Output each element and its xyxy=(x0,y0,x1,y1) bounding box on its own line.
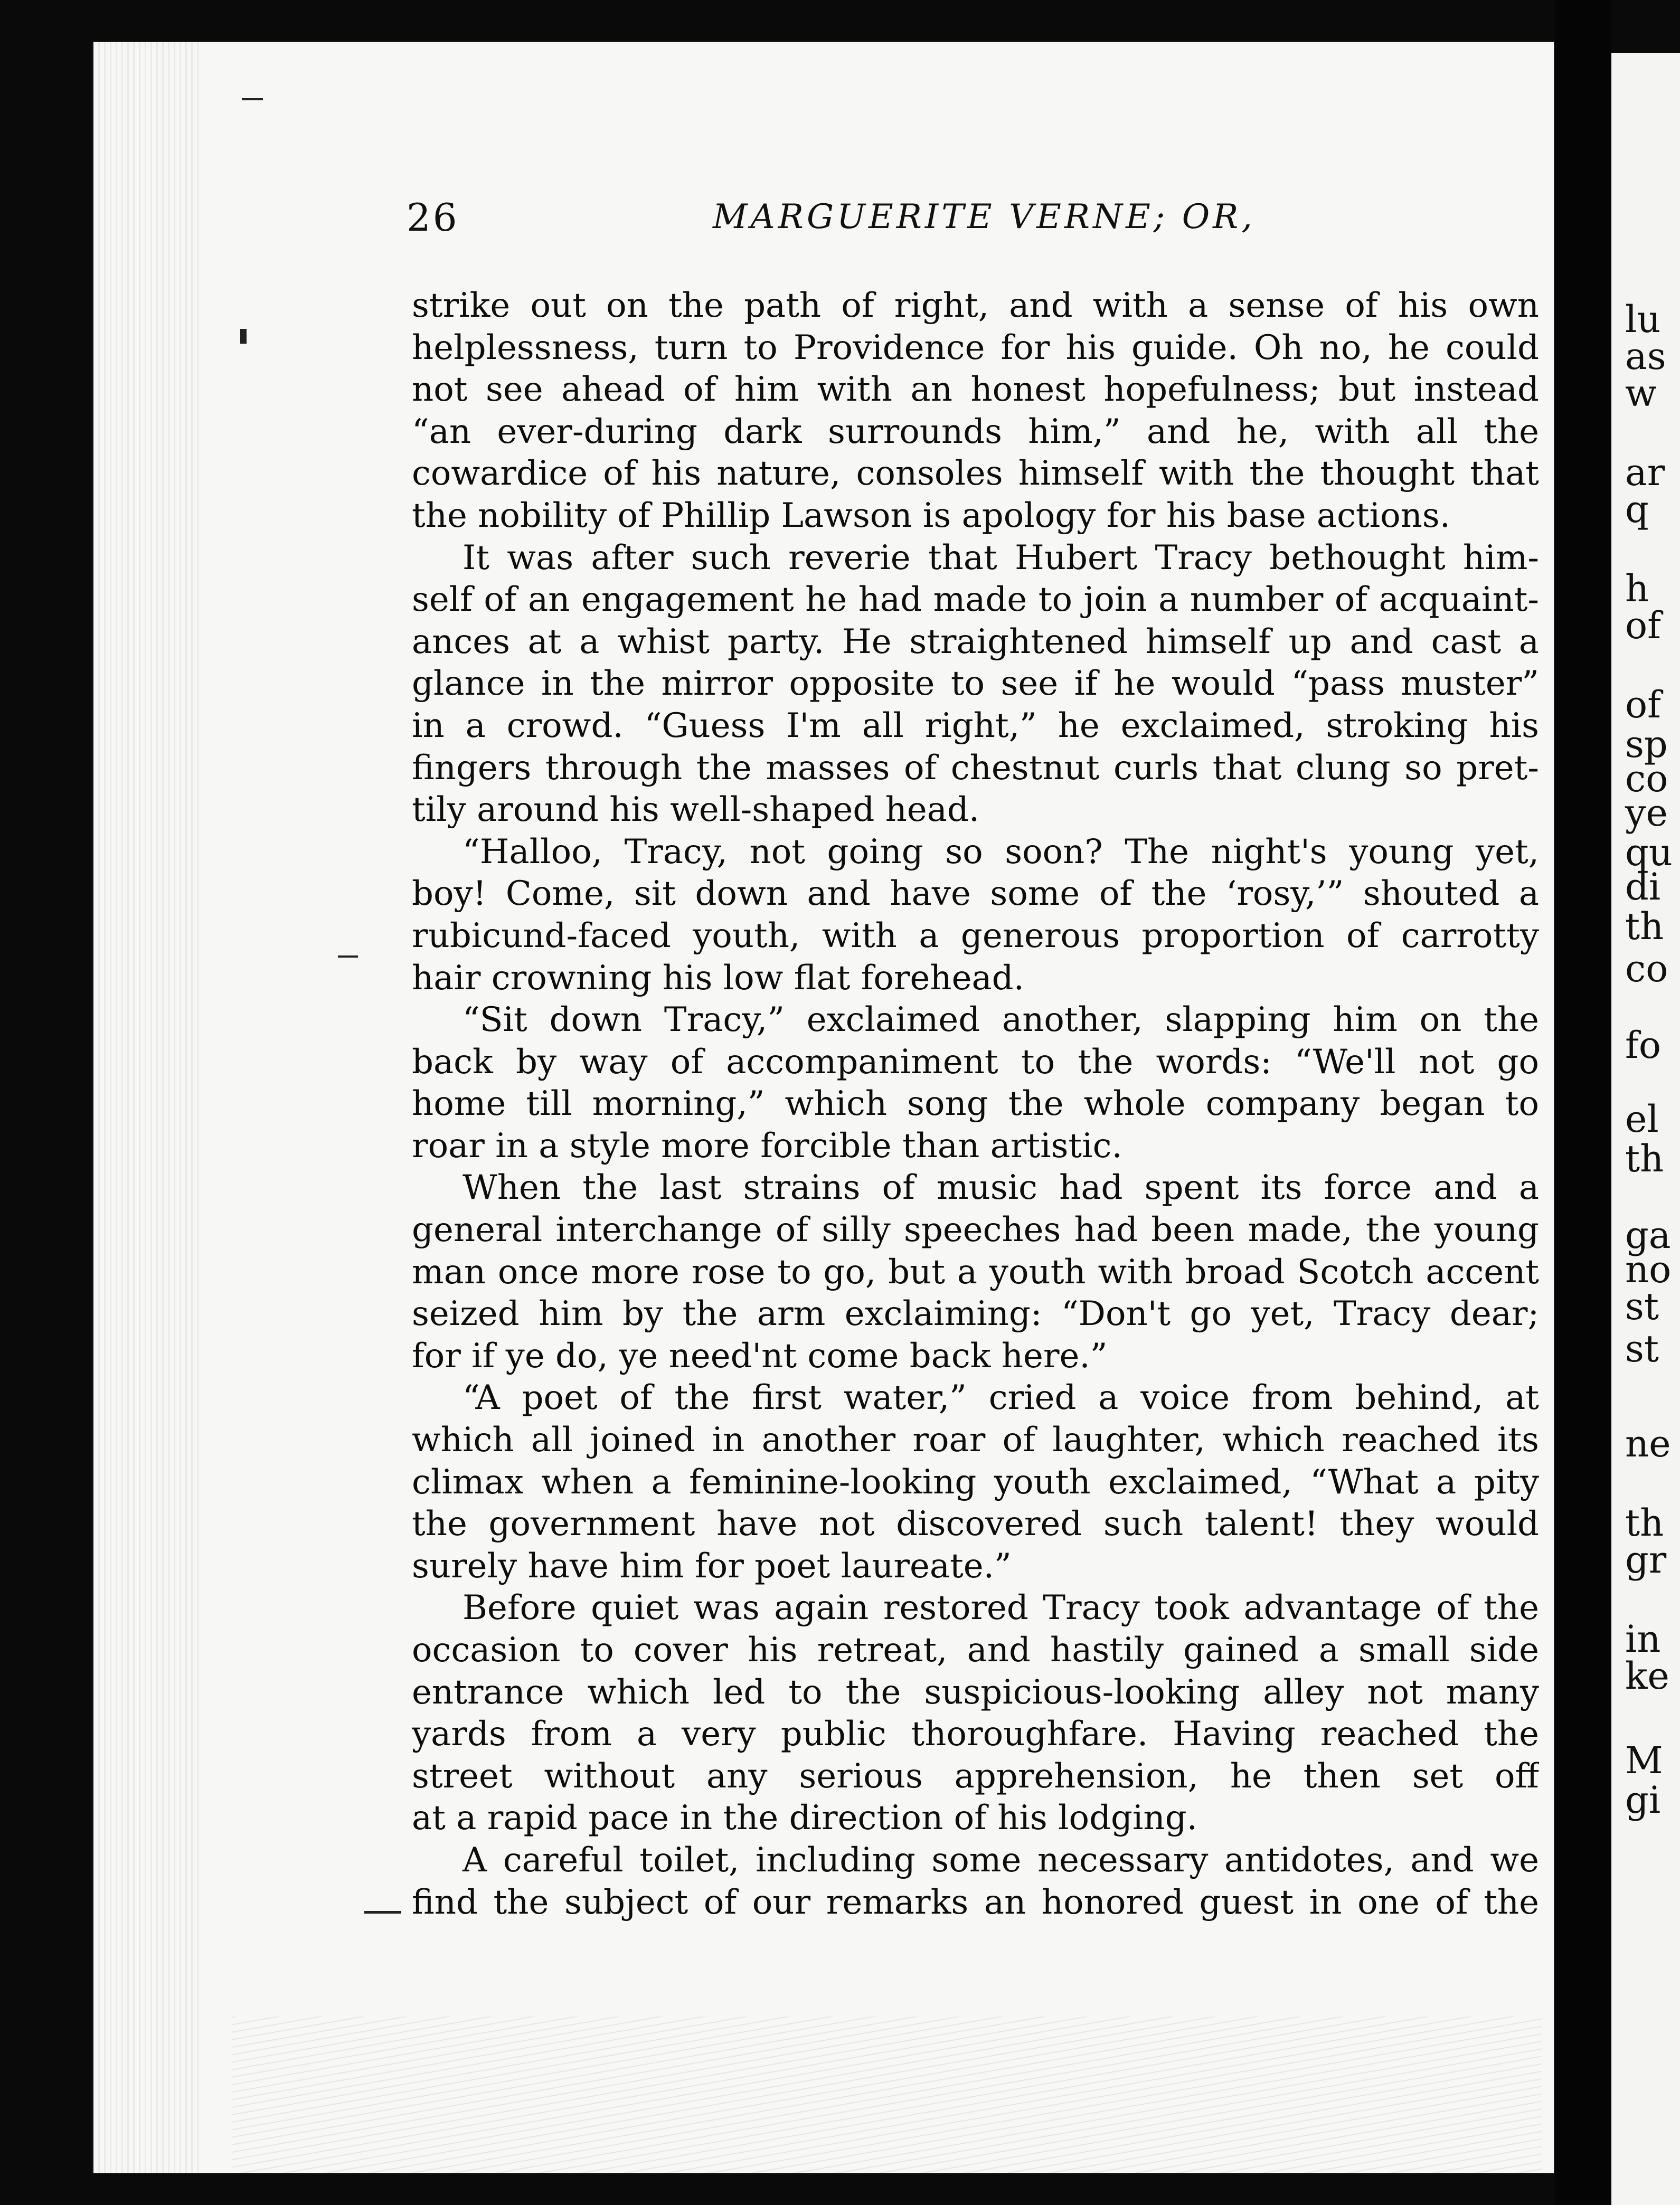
next-page-fragment: q xyxy=(1625,488,1649,531)
next-page-fragment: w xyxy=(1625,372,1657,415)
text-line: general interchange of silly speeches had been made, the young xyxy=(412,1210,1539,1250)
next-page-fragment: fo xyxy=(1625,1024,1662,1067)
page-number: 26 xyxy=(407,195,459,240)
next-page-fragment: qu xyxy=(1625,831,1673,874)
page-edge-shading xyxy=(92,41,203,2174)
text-line: man once more rose to go, but a youth with broad Scotch accent xyxy=(412,1252,1539,1292)
next-page-fragment: of xyxy=(1625,604,1662,647)
next-page-fragment: th xyxy=(1625,905,1664,948)
text-line: rubicund-faced youth, with a generous proportion of carrotty xyxy=(412,916,1539,955)
next-page-fragment: h xyxy=(1625,567,1649,610)
margin-mark xyxy=(242,98,263,100)
text-line: hair crowning his low flat forehead. xyxy=(412,958,1024,998)
body-text xyxy=(412,285,1539,1924)
text-line: “an ever-during dark surrounds him,” and he, with all the xyxy=(412,412,1539,451)
text-line: fingers through the masses of chestnut curls that clung so pret- xyxy=(412,748,1539,788)
text-line: strike out on the path of right, and with a sense of his own xyxy=(412,286,1539,325)
text-line: at a rapid pace in the direction of his lodging. xyxy=(412,1799,1197,1838)
running-title: MARGUERITE VERNE; OR, xyxy=(713,197,1256,236)
next-page-fragment: co xyxy=(1625,947,1668,990)
text-line: yards from a very public thoroughfare. Having reached the xyxy=(412,1715,1539,1754)
running-head xyxy=(407,195,1568,248)
next-page-fragment: st xyxy=(1625,1285,1659,1328)
text-line: roar in a style more forcible than artistic. xyxy=(412,1126,1122,1166)
text-line: in a crowd. “Guess I'm all right,” he exclaimed, stroking his xyxy=(412,706,1539,745)
text-line: back by way of accompaniment to the words: “We'll not go xyxy=(412,1042,1539,1082)
text-line: the government have not discovered such talent! they would xyxy=(412,1504,1539,1544)
text-line: boy! Come, sit down and have some of the ‘rosy,’” shouted a xyxy=(412,874,1539,914)
next-page-fragment: ne xyxy=(1625,1422,1671,1465)
next-page-fragment: ke xyxy=(1625,1654,1669,1698)
margin-mark xyxy=(364,1911,401,1914)
text-line: “Halloo, Tracy, not going so soon? The night's young yet, xyxy=(463,832,1539,872)
book-gutter xyxy=(1555,0,1611,2205)
next-page-fragment: th xyxy=(1625,1501,1664,1545)
next-page-fragment: st xyxy=(1625,1327,1659,1370)
next-page-fragment: no xyxy=(1625,1248,1672,1291)
text-line: When the last strains of music had spent its force and a xyxy=(463,1168,1539,1208)
next-page-fragment: ar xyxy=(1625,451,1665,494)
text-line: A careful toilet, including some necessary antidotes, and we xyxy=(463,1840,1539,1880)
text-line: “A poet of the first water,” cried a voice from behind, at xyxy=(463,1378,1539,1418)
margin-mark xyxy=(240,329,247,344)
margin-mark xyxy=(338,955,358,958)
text-line: “Sit down Tracy,” exclaimed another, slapping him on the xyxy=(463,1000,1539,1040)
next-page-fragment: M xyxy=(1625,1739,1663,1782)
text-line: cowardice of his nature, consoles himself with the thought that xyxy=(412,454,1539,494)
text-line: the nobility of Phillip Lawson is apology for his base actions. xyxy=(412,496,1451,535)
next-page-fragment: gi xyxy=(1625,1778,1661,1822)
page-bottom-smudge xyxy=(232,2017,1542,2175)
next-page-fragment: th xyxy=(1625,1137,1664,1180)
text-line: surely have him for poet laureate.” xyxy=(412,1546,1012,1586)
text-line: not see ahead of him with an honest hopefulness; but instead xyxy=(412,370,1539,410)
text-line: It was after such reverie that Hubert Tracy bethought him- xyxy=(463,538,1539,578)
text-line: street without any serious apprehension, he then set off xyxy=(412,1756,1539,1796)
text-line: occasion to cover his retreat, and hastily gained a small side xyxy=(412,1631,1539,1670)
text-line: find the subject of our remarks an honored guest in one of the xyxy=(412,1882,1539,1922)
text-line: helplessness, turn to Providence for his guide. Oh no, he could xyxy=(412,328,1539,367)
text-line: glance in the mirror opposite to see if he would “pass muster” xyxy=(412,664,1539,704)
text-line: entrance which led to the suspicious-looking alley not many xyxy=(412,1672,1539,1712)
text-line: climax when a feminine-looking youth exclaimed, “What a pity xyxy=(412,1462,1539,1502)
next-page-fragment: sp xyxy=(1625,723,1668,766)
text-line: self of an engagement he had made to join a number of acquaint- xyxy=(412,580,1539,620)
text-line: Before quiet was again restored Tracy took advantage of the xyxy=(463,1588,1539,1628)
text-line: seized him by the arm exclaiming: “Don't go yet, Tracy dear; xyxy=(412,1294,1539,1334)
next-page-fragment: gr xyxy=(1625,1538,1667,1582)
next-page-fragment: ga xyxy=(1625,1214,1671,1257)
text-line: for if ye do, ye need'nt come back here.” xyxy=(412,1336,1108,1376)
text-line: which all joined in another roar of laughter, which reached its xyxy=(412,1421,1539,1460)
text-line: ances at a whist party. He straightened himself up and cast a xyxy=(412,622,1539,661)
next-page-fragment: co xyxy=(1625,757,1668,800)
next-page-fragment: as xyxy=(1625,335,1666,378)
next-page-fragment: ye xyxy=(1625,791,1668,835)
next-page-fragment: of xyxy=(1625,683,1662,726)
next-page-fragment: di xyxy=(1625,865,1661,909)
next-page-fragment: el xyxy=(1625,1097,1659,1141)
text-line: tily around his well-shaped head. xyxy=(412,790,980,830)
next-page-fragment: in xyxy=(1625,1617,1661,1661)
next-page-fragment: lu xyxy=(1625,298,1661,341)
text-line: home till morning,” which song the whole company began to xyxy=(412,1084,1539,1124)
